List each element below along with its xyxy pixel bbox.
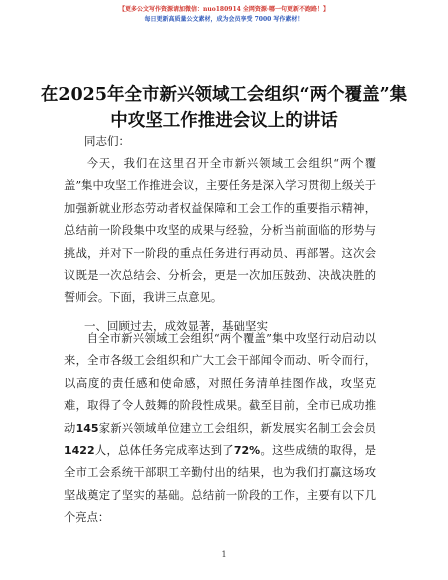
document-title: 在2025年全市新兴领域工会组织“两个覆盖”集中攻坚工作推进会议上的讲话 — [40, 85, 408, 131]
stat-completion-rate: 72% — [233, 444, 261, 458]
paragraph-review — [64, 328, 376, 530]
stat-members: 1422 — [64, 444, 95, 458]
paragraph-text: 自全市新兴领域工会组织“两个覆盖”集中攻坚行动启动以来，全市各级工会组织和广大工会干部闻令而动、听令而行，以高度的责任感和使命感，对照任务清单挂图作战，攻坚克难，取得了令人鼓舞的阶段性成果。截至目前，全市已成功推动 — [64, 332, 376, 435]
section-heading-1: 一、回顾过去，成效显著，基础坚实 — [84, 319, 268, 333]
salutation: 同志们： — [84, 134, 130, 148]
paragraph-text: 人，总体任务完成率达到了 — [94, 444, 234, 458]
promo-line-2: 每日更新高质量公文素材，成为会员享受 7000 写作素材！ — [144, 16, 304, 23]
promo-banner — [0, 5, 448, 25]
page-number: 1 — [221, 550, 227, 559]
paragraph-text: 。这些成绩的取得，是全市工会系统干部职工辛勤付出的结果，也为我们打赢这场攻坚战奠定了坚实的基础。总结前一阶段的工作，主要有以下几个亮点： — [64, 444, 376, 525]
stat-units: 145 — [75, 421, 99, 435]
paragraph-intro: 今天，我们在这里召开全市新兴领域工会组织“两个覆盖”集中攻坚工作推进会议，主要任务是深入学习贯彻上级关于加强新就业形态劳动者权益保障和工会工作的重要指示精神，总结前一阶段集中攻坚的成果与经验，分析当前面临的形势与挑战，并对下一阶段的重点任务进行再动员、再部署。这次会议既是一次总结会、分析会，更是一次加压鼓劲、决战决胜的誓师会。下面，我讲三点意见。 — [64, 157, 376, 305]
paragraph-text: 家新兴领域单位建立工会组织，新发展实名制工会会员 — [98, 421, 376, 435]
promo-line-1: 【更多公文写作资源请加微信：nuo180914 全网资源·哪一句更新不跑路！】 — [119, 6, 329, 13]
